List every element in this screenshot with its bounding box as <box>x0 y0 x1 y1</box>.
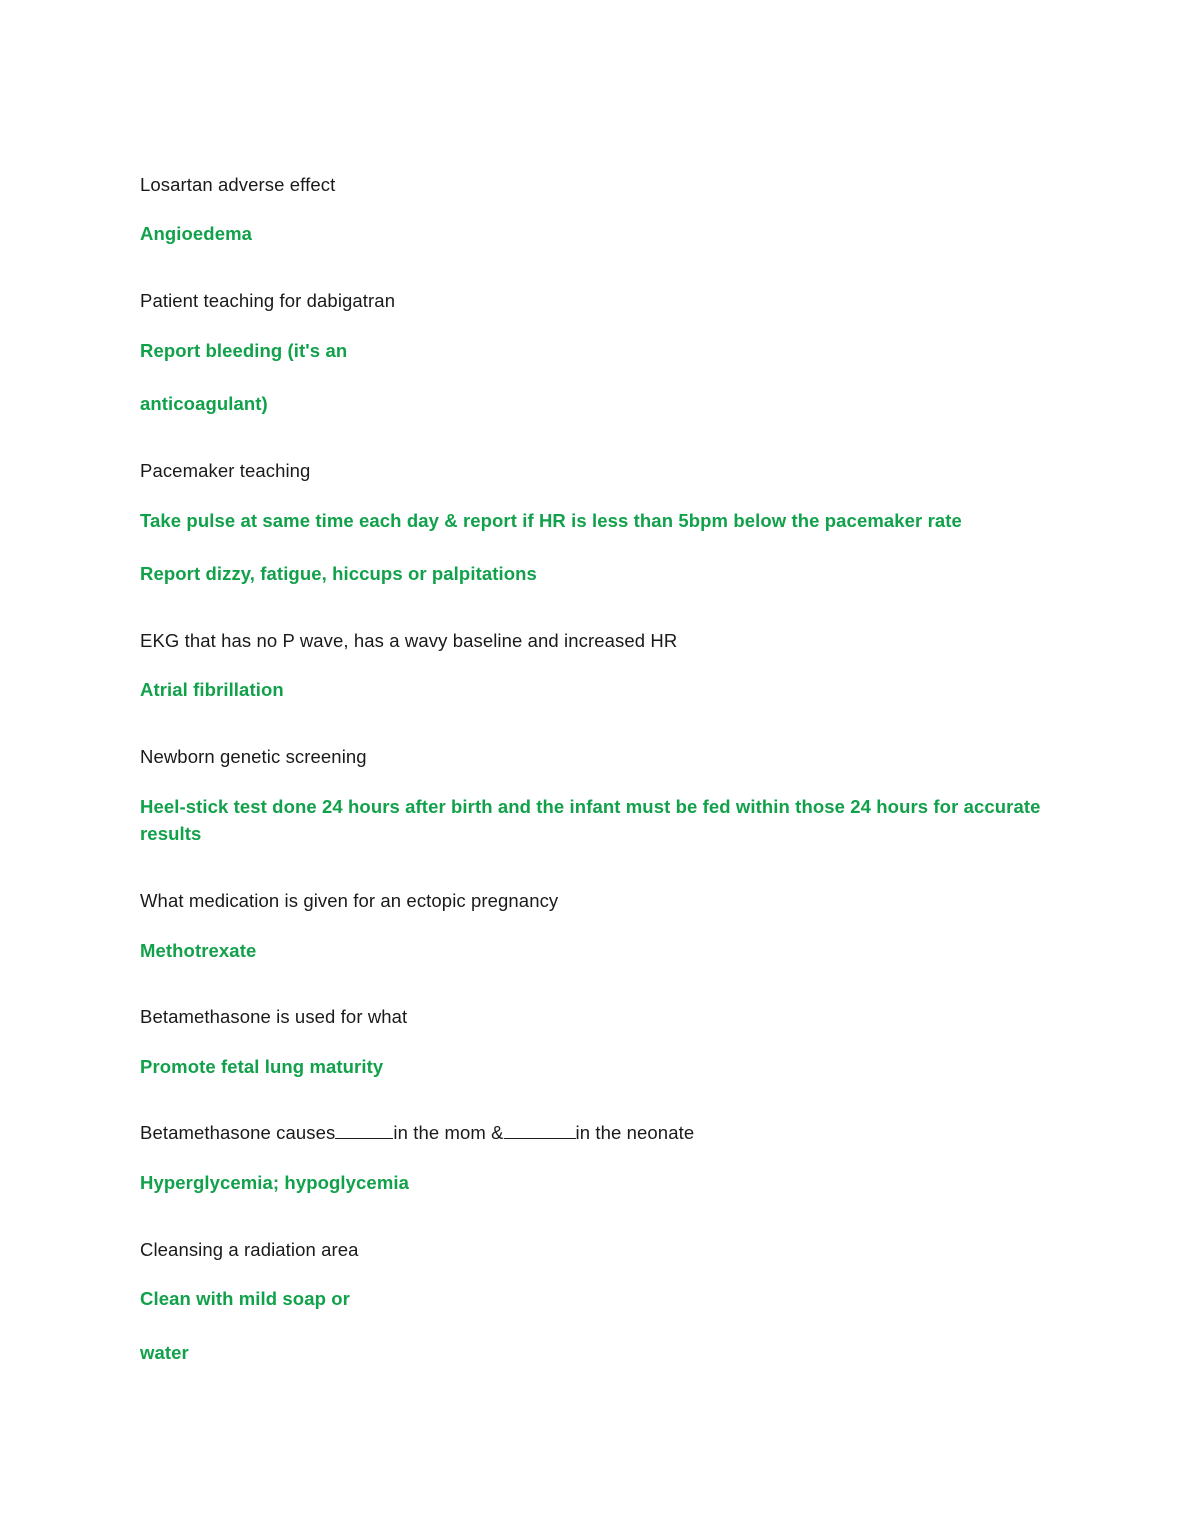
question-text: Cleansing a radiation area <box>140 1238 359 1260</box>
answer-line: Clean with mild soap or <box>140 1288 350 1310</box>
answer-text <box>140 1053 1050 1081</box>
question-text: Betamethasone is used for what <box>140 1006 408 1028</box>
block-spacer <box>140 418 1050 461</box>
question-text: What medication is given for an ectopic pregnancy <box>140 890 559 912</box>
question-text: Patient teaching for dabigatran <box>140 290 396 312</box>
answer-line: Atrial fibrillation <box>140 679 284 701</box>
answer-text <box>140 793 1045 849</box>
answer-line: Report dizzy, fatigue, hiccups or palpitations <box>140 563 537 585</box>
qa-block <box>140 891 1050 964</box>
answer-line: Angioedema <box>140 223 253 245</box>
qa-block <box>140 461 1050 588</box>
question-text: Losartan adverse effect <box>140 174 336 195</box>
question-part-middle: in the mom & <box>393 1122 504 1144</box>
question-part-after: in the neonate <box>575 1122 695 1144</box>
answer-text <box>140 937 1050 965</box>
answer-line: Heel-stick test done 24 hours after birth and the infant must be fed within those 24 hours for accurate results <box>140 795 1041 845</box>
block-spacer <box>140 1080 1050 1123</box>
answer-line: water <box>140 1341 189 1363</box>
answer-text <box>140 676 1050 704</box>
answer-line: Methotrexate <box>140 939 257 961</box>
answer-text <box>140 507 1050 589</box>
answer-text <box>140 220 1050 248</box>
qa-block <box>140 291 1050 418</box>
qa-block <box>140 1007 1050 1080</box>
qa-block <box>140 1240 1050 1367</box>
answer-text <box>140 1285 1050 1367</box>
block-spacer <box>140 1197 1050 1240</box>
question-text-fill-blank <box>140 1123 1050 1142</box>
blank-line-1 <box>335 1138 393 1139</box>
qa-block <box>140 175 1050 248</box>
answer-line: anticoagulant) <box>140 393 268 415</box>
qa-block <box>140 747 1050 848</box>
block-spacer <box>140 704 1050 747</box>
block-spacer <box>140 848 1050 891</box>
block-spacer <box>140 588 1050 631</box>
block-spacer <box>140 248 1050 291</box>
question-part-before: Betamethasone causes <box>140 1122 336 1144</box>
answer-text <box>140 337 1050 419</box>
qa-block <box>140 631 1050 704</box>
answer-line: Report bleeding (it's an <box>140 339 348 361</box>
blank-line-2 <box>504 1138 576 1139</box>
question-text: Pacemaker teaching <box>140 460 311 482</box>
block-spacer <box>140 964 1050 1007</box>
answer-line: Hyperglycemia; hypoglycemia <box>140 1171 409 1193</box>
answer-line: Take pulse at same time each day & report if HR is less than 5bpm below the pacemaker rate <box>140 509 962 531</box>
answer-text <box>140 1169 1050 1197</box>
qa-block <box>140 1123 1050 1196</box>
question-text: EKG that has no P wave, has a wavy baseline and increased HR <box>140 630 678 652</box>
question-text: Newborn genetic screening <box>140 746 367 768</box>
answer-line: Promote fetal lung maturity <box>140 1055 384 1077</box>
